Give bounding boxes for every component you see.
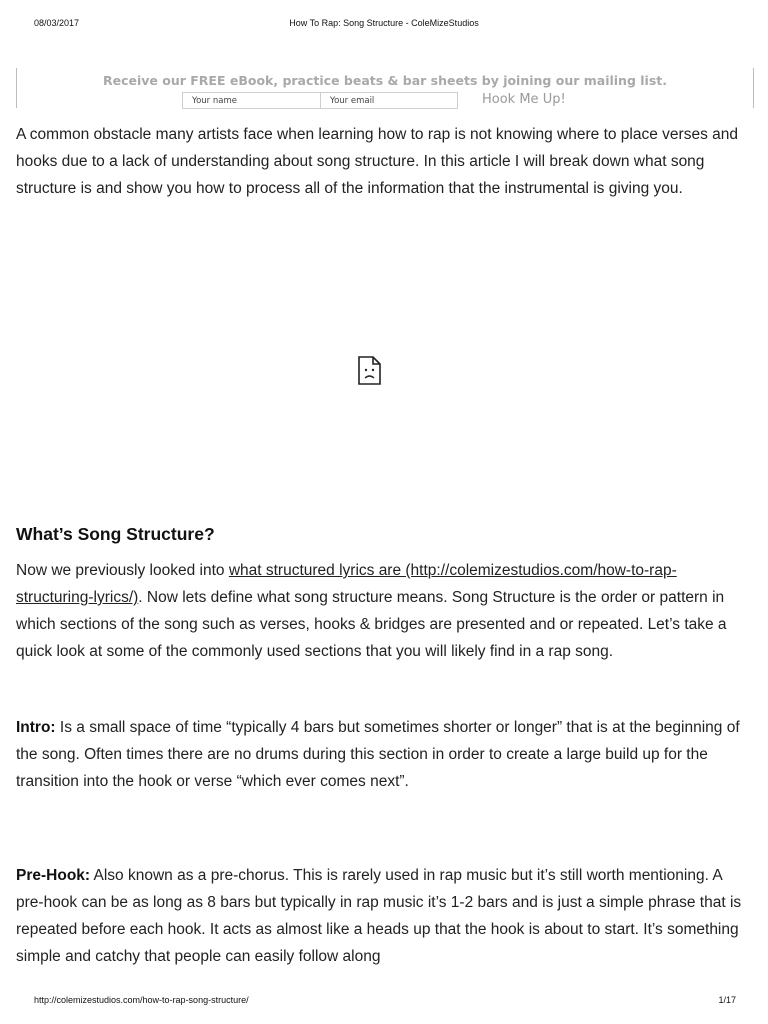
prehook-text: Also known as a pre-chorus. This is rarely used in rap music but it’s still worth mentioning. A pre-hook can be as long as 8 bars but typically in rap music it’s 1-2 bars and is just a simple phrase that is repeated before each hook. It acts as almost like a heads up that the hook is about to start. It’s something simple and catchy that people can easily follow along: [16, 867, 742, 965]
prehook-definition: [16, 862, 752, 965]
hook-me-up-button[interactable]: Hook Me Up!: [482, 92, 566, 107]
print-page-title: How To Rap: Song Structure - ColeMizeStudios: [289, 18, 479, 28]
section-heading: What’s Song Structure?: [16, 524, 215, 544]
intro-definition: [16, 714, 752, 795]
broken-image-icon: [356, 356, 384, 386]
intro-text: Is a small space of time “typically 4 bars but sometimes shorter or longer” that is at the beginning of the song. Often times there are no drums during this section in order to create a large build up for the transition into the hook or verse “which ever comes next”.: [16, 719, 740, 790]
definition-lead: Now we previously looked into: [16, 562, 229, 579]
intro-paragraph: A common obstacle many artists face when learning how to rap is not knowing where to place verses and hooks due to a lack of understanding about song structure. In this article I will break down what song structure is and show you how to process all of the information that the instrumental is giving you.: [16, 126, 738, 197]
email-field[interactable]: Your email: [320, 92, 458, 109]
name-field[interactable]: Your name: [182, 92, 322, 109]
page-number: 1/17: [718, 995, 736, 1005]
intro-term: Intro:: [16, 719, 56, 736]
prehook-term: Pre-Hook:: [16, 867, 91, 884]
definition-paragraph: [16, 557, 752, 665]
mailing-list-signup: [16, 68, 754, 108]
definition-tail: . Now lets define what song structure means. Song Structure is the order or pattern in which sections of the song such as verses, hooks & bridges are presented and or repeated. Let’s take a quick look at some of the commonly used sections that you will likely find in a rap song.: [16, 589, 727, 660]
signup-message: Receive our FREE eBook, practice beats & bar sheets by joining our mailing list.: [103, 73, 667, 88]
print-url: http://colemizestudios.com/how-to-rap-song-structure/: [34, 995, 249, 1005]
structured-lyrics-link[interactable]: what structured lyrics are (http://colemizestudios.com/how-to-rap-structuring-lyrics/): [16, 562, 677, 606]
print-date: 08/03/2017: [34, 18, 80, 28]
